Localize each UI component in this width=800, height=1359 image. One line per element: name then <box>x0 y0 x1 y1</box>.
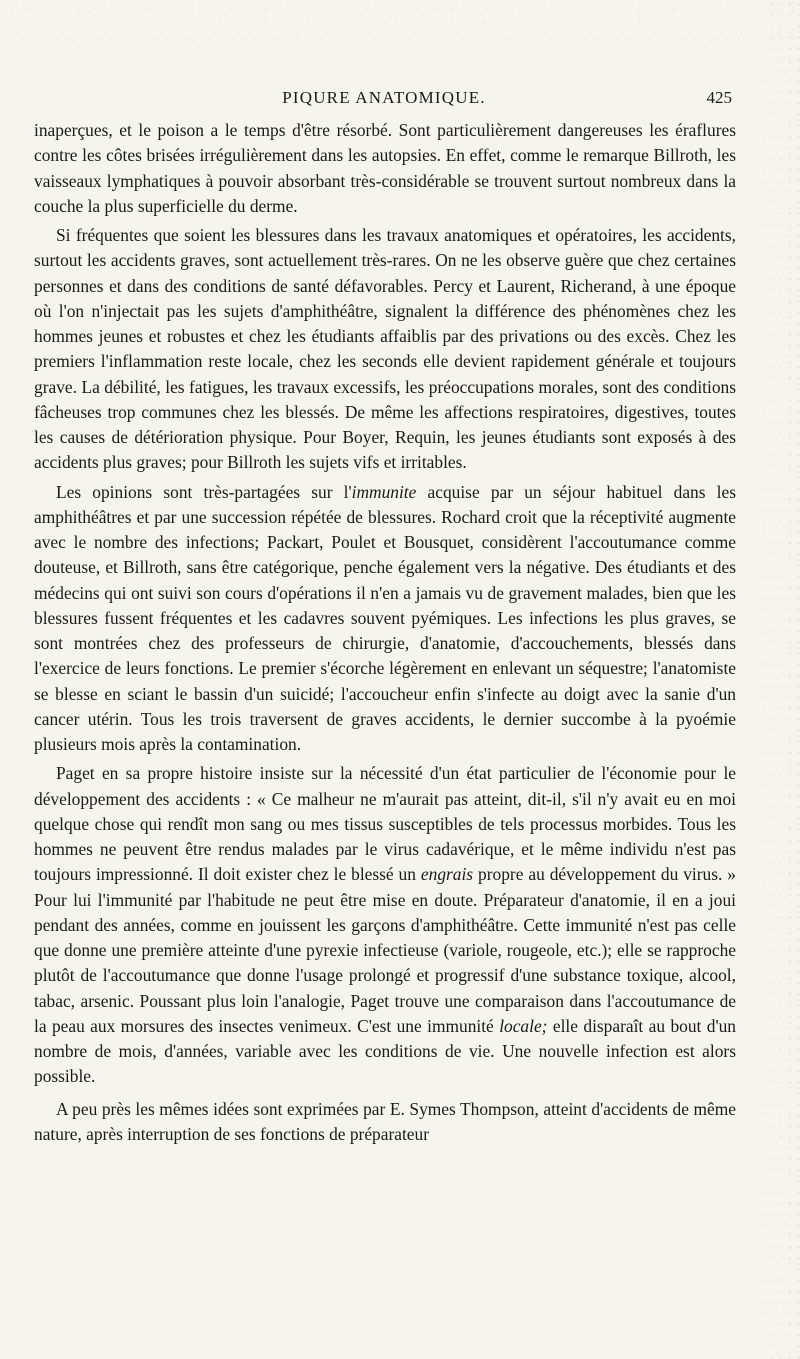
paragraph-2 <box>34 223 736 476</box>
italic-term-locale: locale; <box>499 1015 548 1036</box>
paragraph-text: Si fréquentes que soient les blessures dans les travaux anatomiques et opératoires, les accidents, surtout les accidents graves, sont actuellement très-rares. On ne les observe guère que chez certaines personnes et dans des conditions de santé défavorables. Percy et Laurent, Richerand, à une époque où l'on n'injectait pas les sujets d'amphithéâtre, signalent la différence des phénomènes chez les hommes jeunes et robustes et chez les étudiants affaiblis par des privations ou des excès. Chez les premiers l'inflammation reste locale, chez les seconds elle devient rapidement générale et toujours grave. La débilité, les fatigues, les travaux excessifs, les préoccupations morales, sont des conditions fâcheuses trop communes chez les blessés. De même les affections respiratoires, digestives, toutes les causes de détérioration physique. Pour Boyer, Requin, les jeunes étudiants sont exposés à des accidents plus graves; pour Billroth les sujets vifs et irritables. <box>34 225 736 473</box>
italic-term-engrais: engrais <box>420 864 474 885</box>
body-text <box>34 118 736 1151</box>
paragraph-1 <box>34 118 736 219</box>
paragraph-text: Les opinions sont très-partagées sur l' <box>56 481 352 502</box>
paragraph-text: elle disparaît au bout d'un nombre de mois, d'années, variable avec les conditions de vie. Une nouvelle infection est alors possible. <box>34 1015 736 1087</box>
italic-term-immunite: immunite <box>351 481 417 502</box>
paragraph-text: Paget en sa propre histoire insiste sur la nécessité d'un état particulier de l'économie pour le développement des accidents : « Ce malheur ne m'aurait pas atteint, dit-il, s'il n'y avait eu en moi quelque chose qui rendît mon sang ou mes tissus susceptibles de tels processus morbides. Tous les hommes ne peuvent être rendus malades par le virus cadavérique, et le même individu n'est pas toujours impressionné. Il doit exister chez le blessé un <box>34 763 736 885</box>
scan-noise-top <box>0 0 800 80</box>
running-title: PIQURE ANATOMIQUE. <box>282 88 486 107</box>
page-number: 425 <box>706 88 732 107</box>
page-header <box>34 88 734 114</box>
paragraph-text: propre au développement du virus. » Pour lui l'immunité par l'habitude ne peut être mise en doute. Préparateur d'anatomie, il en a joui pendant des années, comme en jouissent les garçons d'amphithéâtre. Cette immunité n'est pas celle que donne une première atteinte d'une pyrexie infectieuse (variole, rougeole, etc.); elle se rapproche plutôt de l'accoutumance que donne l'usage prolongé et progressif d'une substance toxique, alcool, tabac, arsenic. Poussant plus loin l'analogie, Paget trouve une comparaison dans l'accoutumance de la peau aux morsures des insectes venimeux. C'est une immunité <box>34 864 737 1036</box>
paragraph-3 <box>34 480 736 758</box>
paragraph-text: A peu près les mêmes idées sont exprimées par E. Symes Thompson, atteint d'accidents de même nature, après interruption de ses fonctions de préparateur <box>34 1098 736 1144</box>
scan-noise-right <box>742 0 800 1359</box>
paragraph-5 <box>34 1097 736 1148</box>
paragraph-4 <box>34 761 736 1089</box>
paragraph-text: inaperçues, et le poison a le temps d'être résorbé. Sont particulièrement dangereuses les éraflures contre les côtes brisées irrégulièrement dans les autopsies. En effet, comme le remarque Billroth, les vaisseaux lymphatiques à pouvoir absorbant très-considérable se trouvent surtout nombreux dans la couche la plus superficielle du derme. <box>34 120 736 216</box>
paragraph-text: acquise par un séjour habituel dans les amphithéâtres et par une succession répétée de blessures. Rochard croit que la réceptivité augmente avec le nombre des infections; Packart, Poulet et Bousquet, considèrent l'accoutumance comme douteuse, et Billroth, sans être catégorique, penche également vers la négative. Des étudiants et des médecins qui ont suivi son cours d'opérations il n'en a jamais vu de gravement malades, bien que les blessures fussent fréquentes et les cadavres souvent pyémiques. Les infections les plus graves, se sont montrées chez des professeurs de chirurgie, d'anatomie, d'accouchements, blessés dans l'exercice de leurs fonctions. Le premier s'écorche légèrement en enlevant un séquestre; l'anatomiste se blesse en sciant le bassin d'un suicidé; l'accoucheur enfin s'infecte au doigt avec la sanie d'un cancer utérin. Tous les trois traversent de graves accidents, le dernier succombe à la pyoémie plusieurs mois après la contamination. <box>34 481 736 754</box>
